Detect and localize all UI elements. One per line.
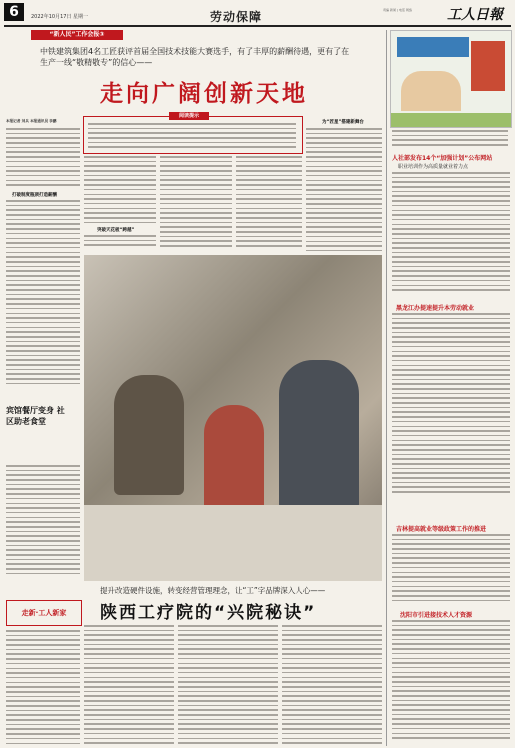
- feature-body-col3: [178, 625, 278, 746]
- reading-tips-box: [83, 113, 303, 154]
- lead-body-col1b: [6, 200, 80, 388]
- feature-body-col2: [84, 625, 174, 746]
- photo-figure-center: [204, 405, 264, 515]
- feature-column-badge: [6, 600, 82, 626]
- lead-body-col1: [6, 128, 80, 190]
- reading-tips-text: [88, 123, 296, 151]
- hotline: 责编 新闻 | 电话 网络: [383, 8, 412, 12]
- lead-title: 走向广阔创新天地: [100, 81, 308, 107]
- reading-tips-label: 阅读提示: [169, 112, 209, 120]
- lead-kicker: 中铁建筑集团4名工匠获评首届全国技术技能大赛选手，有了丰厚的薪酬待遇，更有了在生产一线“敬精敬专”的信心——: [40, 47, 350, 67]
- sidebar-news4-title: 沈阳市引进接技术人才资源: [400, 612, 473, 619]
- lead-body-col2b: [84, 235, 156, 250]
- photo-caption-body: [6, 465, 80, 580]
- feature-body-col4: [282, 625, 382, 746]
- photo-figure-left: [114, 375, 184, 495]
- series-banner: [31, 30, 123, 40]
- feature-kicker: 提升改造硬件设施，转变经营管理理念，让“工”字品牌深入人心——: [100, 586, 326, 595]
- sidebar-news3-body: [392, 534, 510, 604]
- series-banner-label: “新人民”工作会报③: [49, 31, 105, 38]
- photo-caption-block: [6, 405, 80, 580]
- section-title: 劳动保障: [210, 10, 263, 24]
- lead-subhead-1: 打破制度瓶颈打造薪酬: [12, 193, 57, 198]
- sidebar-divider: [386, 30, 387, 746]
- lead-body-col3: [160, 156, 232, 250]
- lead-body-col4: [236, 156, 302, 250]
- cartoon-caption: [392, 130, 508, 150]
- news-photo: [84, 255, 382, 581]
- feature-column-badge-label: 走新·工人新家: [21, 609, 67, 617]
- lead-body-col2: [84, 156, 156, 226]
- lead-byline: 本报记者 刘兵 本报通讯员 李鹏: [6, 119, 57, 123]
- photo-table: [84, 505, 382, 581]
- masthead-rule: [4, 25, 511, 27]
- cartoon-ground: [391, 113, 511, 127]
- lead-subhead-2: 突破天花板“跨越”: [97, 228, 135, 233]
- photo-figure-right: [279, 360, 359, 510]
- photo-caption-title: 宾馆餐厅变身 社区助老食堂: [6, 406, 65, 426]
- cartoon-building: [471, 41, 505, 91]
- sidebar-news1-body: [392, 172, 510, 297]
- feature-body-col1: [6, 630, 80, 746]
- sidebar-news2-title: 黑龙江办提速提升本劳动就业: [396, 305, 475, 312]
- sidebar-news2-body: [392, 313, 510, 503]
- sidebar-news1-subtitle: 职业培训作为高质量就业着力点: [398, 164, 469, 170]
- masthead: [0, 0, 515, 27]
- cartoon-sign: [397, 37, 469, 57]
- page-number: 6: [4, 3, 24, 21]
- sidebar-news3-title: 吉林提高就业等级政策工作的推进: [396, 526, 487, 533]
- feature-title: 陕西工疗院的“兴院秘诀”: [100, 603, 317, 623]
- sidebar-news1-title: 人社部发布14个“加强计划”公布网站: [392, 155, 493, 162]
- lead-subhead-3: 为“匠星”搭建新舞台: [322, 120, 364, 125]
- sidebar-news4-body: [392, 620, 510, 746]
- issue-date: 2022年10月17日 星期一: [31, 14, 89, 20]
- cartoon-crowd: [401, 71, 461, 111]
- cartoon: [390, 30, 512, 128]
- newspaper-logo: 工人日報: [447, 7, 503, 23]
